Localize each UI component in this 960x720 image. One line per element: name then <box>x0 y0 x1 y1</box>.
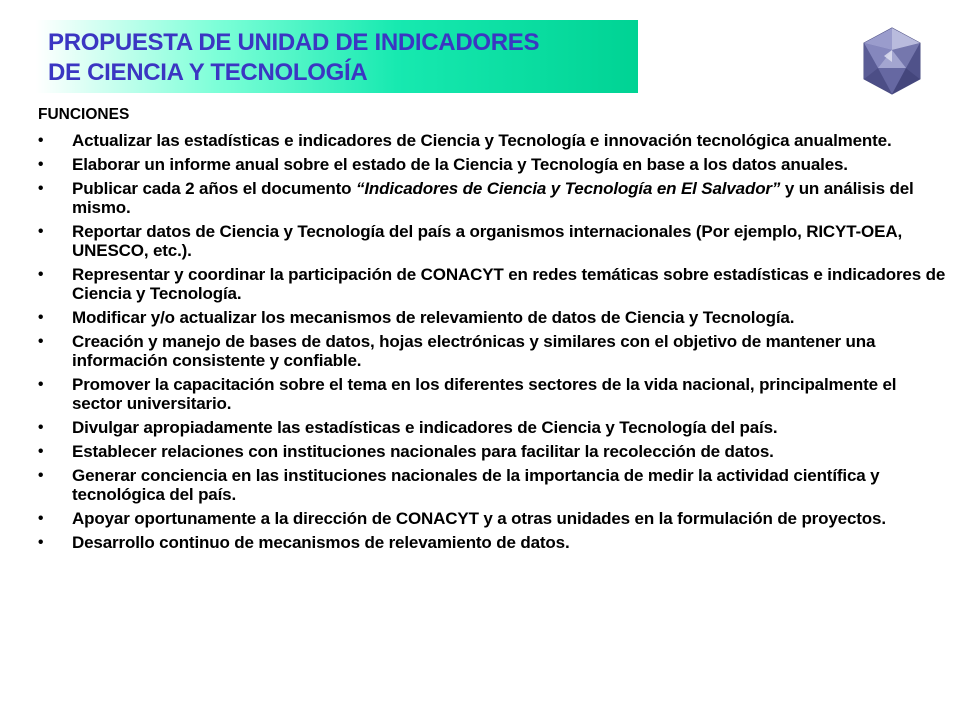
item-text: Representar y coordinar la participación de CONACYT en redes temáticas sobre estadísticas e indicadores de Ciencia y Tecnología. <box>72 265 946 303</box>
list-item <box>38 131 948 150</box>
item-text: Divulgar apropiadamente las estadísticas e indicadores de Ciencia y Tecnología del país. <box>72 418 778 437</box>
list-item <box>38 442 948 461</box>
list-item <box>38 332 948 370</box>
item-text: Creación y manejo de bases de datos, hojas electrónicas y similares con el objetivo de mantener una información consistente y confiable. <box>72 332 876 370</box>
bullet-icon: • <box>38 376 44 393</box>
bullet-icon: • <box>38 333 44 350</box>
slide-title-line-1: PROPUESTA DE UNIDAD DE INDICADORES <box>48 29 540 56</box>
list-item <box>38 308 948 327</box>
document-title-italic: “Indicadores de Ciencia y Tecnología en El Salvador” <box>355 179 781 198</box>
item-text: Reportar datos de Ciencia y Tecnología del país a organismos internacionales (Por ejemplo, RICYT-OEA, UNESCO, etc.). <box>72 222 903 260</box>
section-heading: FUNCIONES <box>38 106 130 123</box>
bullet-icon: • <box>38 132 44 149</box>
bullet-icon: • <box>38 534 44 551</box>
item-text: Generar conciencia en las instituciones nacionales de la importancia de medir la actividad científica y tecnológica del país. <box>72 466 880 504</box>
bullet-icon: • <box>38 443 44 460</box>
list-item <box>38 418 948 437</box>
bullet-icon: • <box>38 180 44 197</box>
list-item <box>38 222 948 260</box>
item-text: Modificar y/o actualizar los mecanismos de relevamiento de datos de Ciencia y Tecnología. <box>72 308 795 327</box>
bullet-icon: • <box>38 156 44 173</box>
bullet-icon: • <box>38 223 44 240</box>
list-item <box>38 375 948 413</box>
bullet-icon: • <box>38 266 44 283</box>
item-text: Desarrollo continuo de mecanismos de relevamiento de datos. <box>72 533 570 552</box>
list-item <box>38 466 948 504</box>
list-item <box>38 155 948 174</box>
item-text-before: Publicar cada 2 años el documento <box>72 179 356 198</box>
list-item <box>38 509 948 528</box>
item-text <box>72 179 948 217</box>
title-banner <box>36 20 638 93</box>
list-item <box>38 533 948 552</box>
crystal-polyhedron-icon <box>860 26 924 96</box>
item-text: Apoyar oportunamente a la dirección de CONACYT y a otras unidades en la formulación de proyectos. <box>72 509 886 528</box>
list-item <box>38 179 948 217</box>
bullet-icon: • <box>38 467 44 484</box>
item-text: Establecer relaciones con instituciones nacionales para facilitar la recolección de datos. <box>72 442 774 461</box>
item-text-after: y un análisis del mismo. <box>72 179 914 217</box>
item-text: Elaborar un informe anual sobre el estado de la Ciencia y Tecnología en base a los datos anuales. <box>72 155 848 174</box>
bullet-icon: • <box>38 510 44 527</box>
slide-title-line-2: DE CIENCIA Y TECNOLOGÍA <box>48 59 368 86</box>
list-item <box>38 265 948 303</box>
item-text: Actualizar las estadísticas e indicadores de Ciencia y Tecnología e innovación tecnológica anualmente. <box>72 131 892 150</box>
item-text: Promover la capacitación sobre el tema en los diferentes sectores de la vida nacional, principalmente el sector universitario. <box>72 375 897 413</box>
bullet-icon: • <box>38 309 44 326</box>
functions-list <box>38 131 948 557</box>
bullet-icon: • <box>38 419 44 436</box>
